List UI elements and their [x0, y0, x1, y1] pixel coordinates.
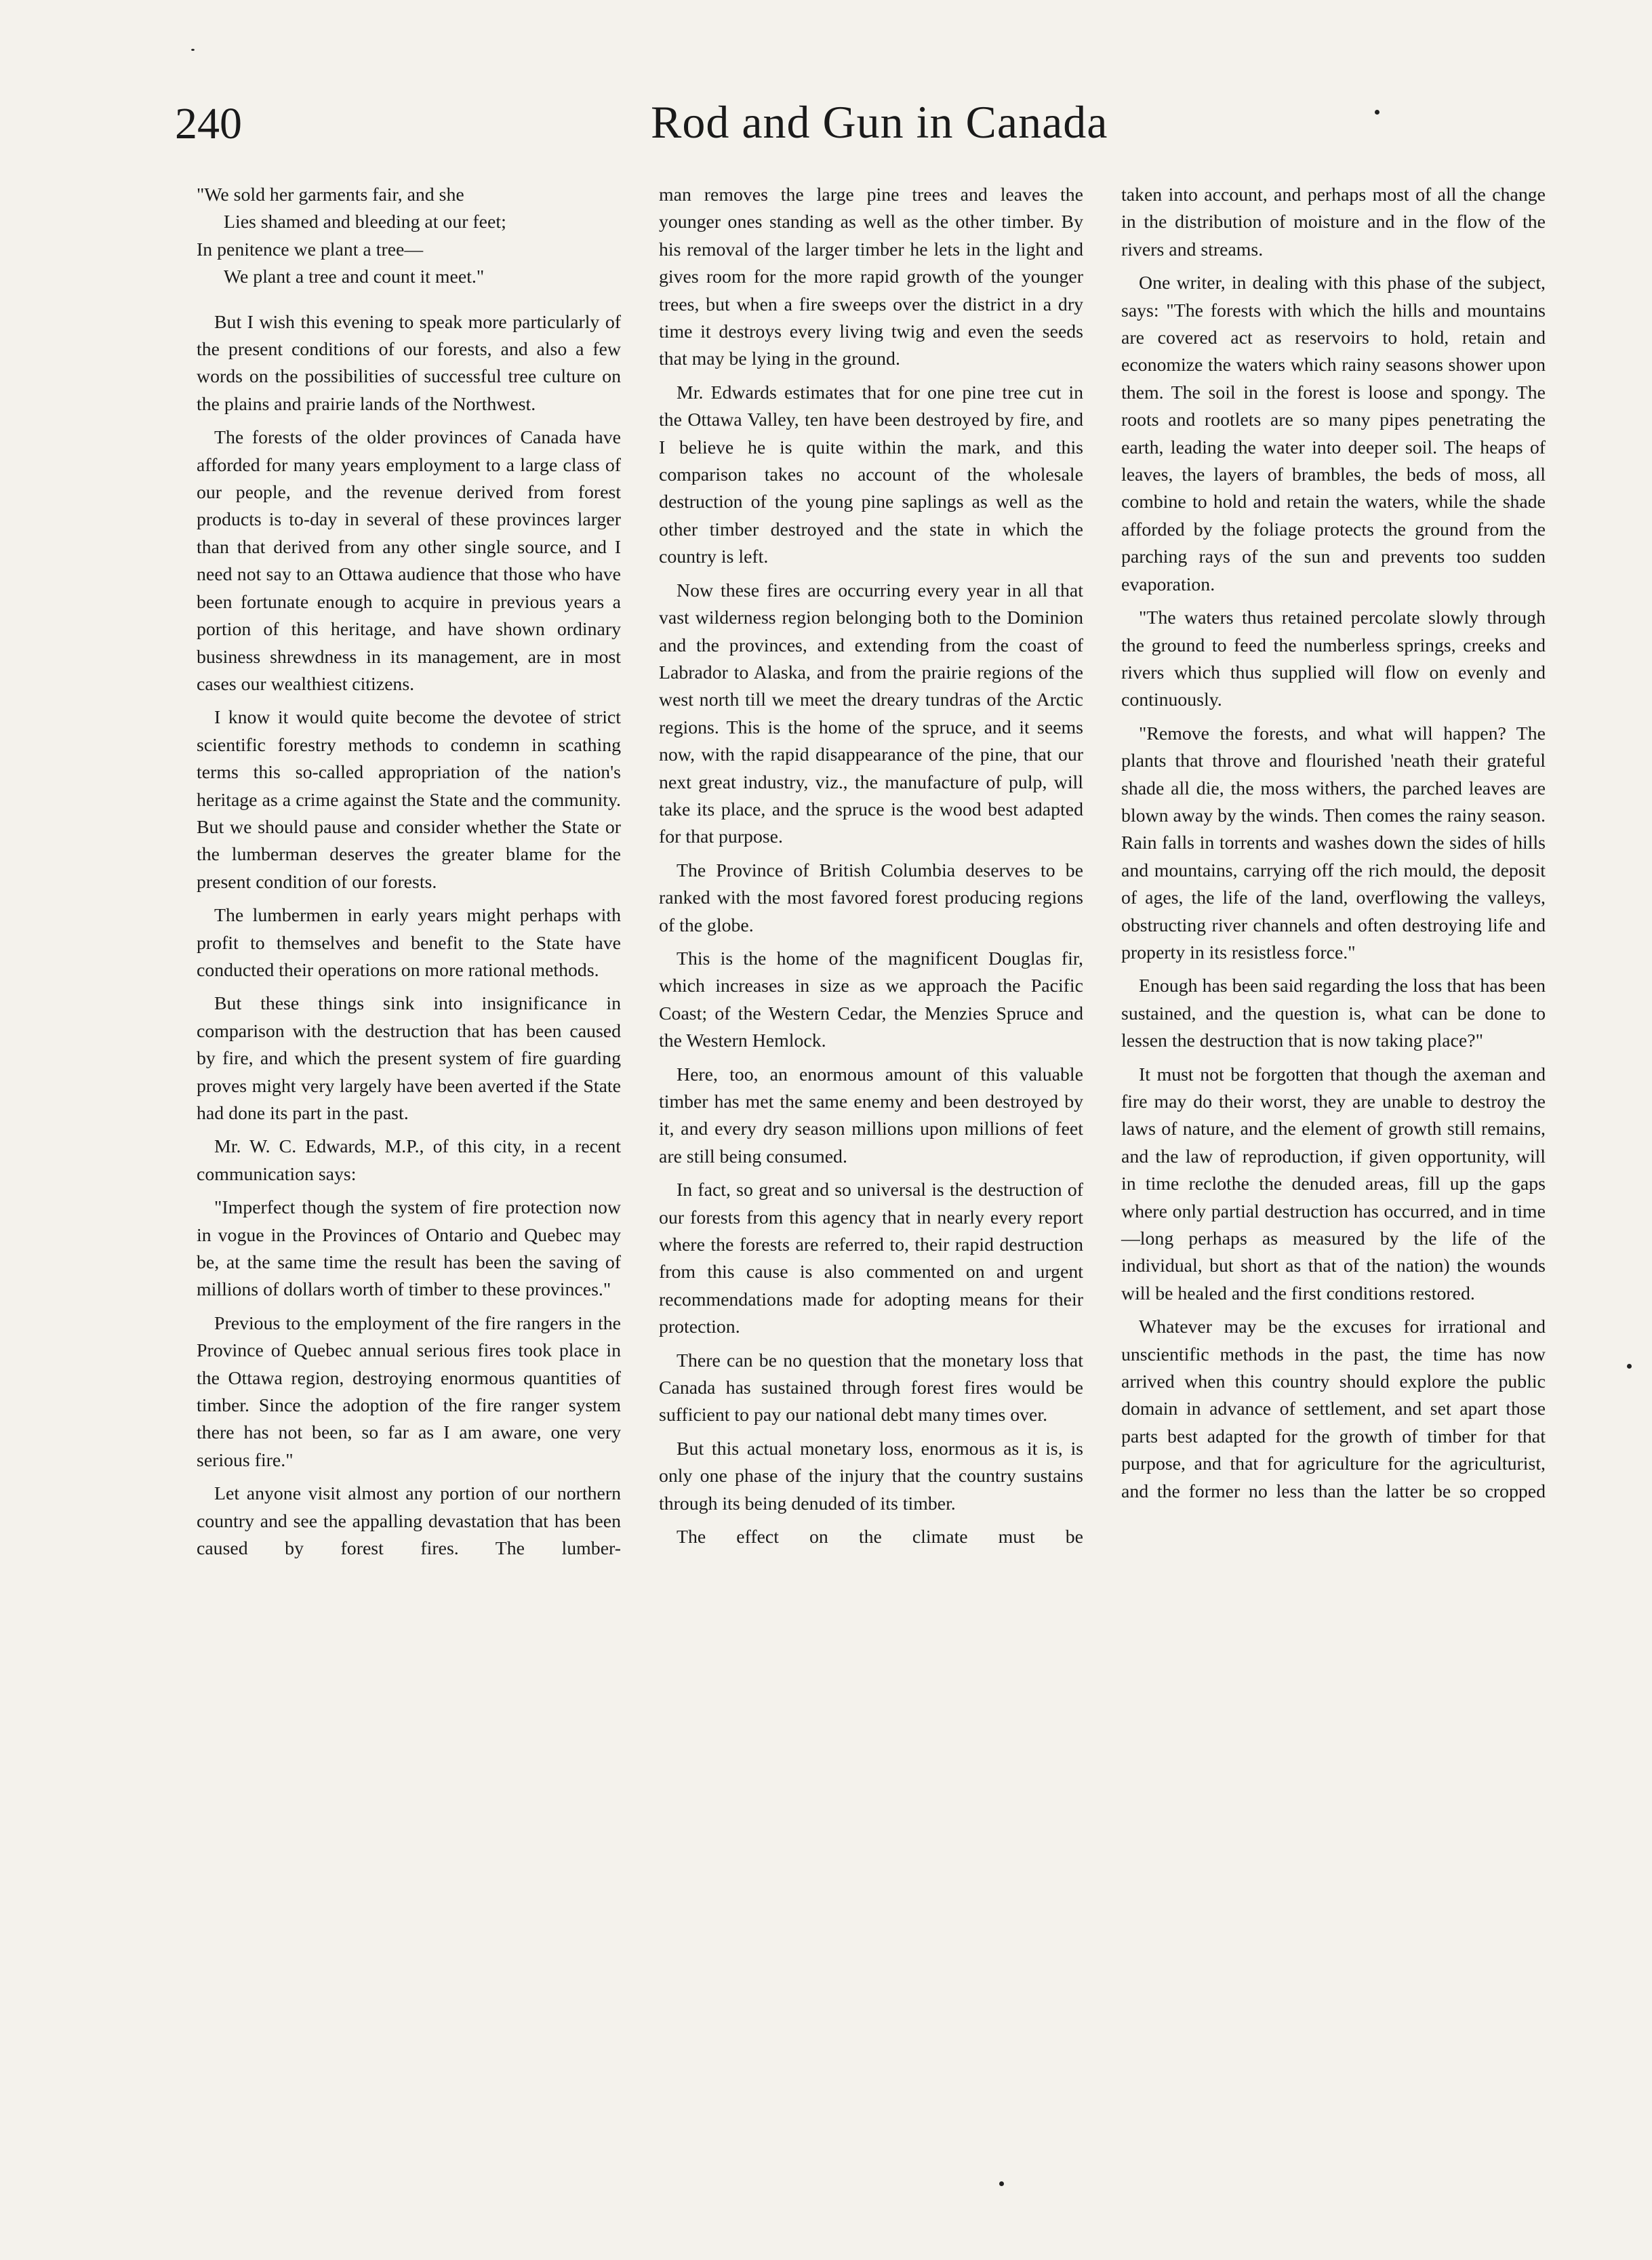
- verse-line: We plant a tree and count it meet.": [224, 266, 485, 288]
- paragraph: One writer, in dealing with this phase of the subject, says: "The forests with which the hills and mountains are covered act as reservoirs to hold, retain and economize the waters which rainy seasons shower upon them. The soil in the forest is loose and spongy. The roots and rootlets are so many pipes penetrating the earth, leading the water into deeper soil. The heaps of leaves, the layers of brambles, the beds of moss, all combine to hold and retain the waters, while the shade afforded by the foliage protects the ground from the parching rays of the sun and prevents too sudden evaporation.: [1121, 273, 1546, 595]
- column-2: [659, 182, 1083, 2202]
- paragraph: Whatever may be the excuses for irrational and unscientific methods in the past, the time has now arrived when this country should explore the public domain in advance of settlement, and set apart those parts best adapted for the growth of timber for that purpose, and that for agriculture for the agriculturist, and the former no less than the latter be so cropped: [1121, 1316, 1546, 1502]
- ink-speck: [191, 49, 195, 51]
- paragraph: But I wish this evening to speak more particularly of the present conditions of our forests, and also a few words on the possibilities of successful tree culture on the plains and prairie lands of the Northwest.: [197, 311, 621, 415]
- paragraph: The effect on the climate must be: [677, 1527, 1083, 1548]
- paragraph: There can be no question that the monetary loss that Canada has sustained through forest fires would be sufficient to pay our national debt many times over.: [659, 1350, 1083, 1426]
- paragraph: Here, too, an enormous amount of this valuable timber has met the same enemy and been destroyed by it, and every dry season millions upon millions of feet are still being consumed.: [659, 1064, 1083, 1167]
- ink-speck: [1375, 110, 1379, 115]
- paragraph: taken into account, and perhaps most of all the change in the distribution of moisture and in the flow of the rivers and streams.: [1121, 184, 1546, 260]
- paragraph: I know it would quite become the devotee of strict scientific forestry methods to condemn in scathing terms this so-called appropriation of the nation's heritage as a crime against the State and the community. But we should pause and consider whether the State or the lumberman deserves the greater blame for the present condition of our forests.: [197, 707, 621, 893]
- column-1: [197, 182, 621, 2202]
- paragraph: The forests of the older provinces of Canada have afforded for many years employment to a large class of our people, and the revenue derived from forest products is to-day in several of these provinces larger than that derived from any other single source, and I need not say to an Ottawa audience that those who have been fortunate enough to acquire in previous years a portion of this heritage, and have shown ordinary business shrewdness in its management, are in most cases our wealthiest citizens.: [197, 427, 621, 695]
- paragraph: Now these fires are occurring every year in all that vast wilderness region belonging both to the Dominion and the provinces, and extending from the coast of Labrador to Alaska, and from the prairie regions of the west north till we meet the dreary tundras of the Arctic regions. This is the home of the spruce, and it seems now, with the rapid disappearance of the pine, that our next great industry, viz., the manufacture of pulp, will take its place, and the spruce is the wood best adapted for that purpose.: [659, 580, 1083, 848]
- paragraph: Enough has been said regarding the loss that has been sustained, and the question is, what can be done to lessen the destruction that is now taking place?": [1121, 975, 1546, 1052]
- paragraph: "The waters thus retained percolate slowly through the ground to feed the numberless springs, creeks and rivers which thus supplied will flow on evenly and continuously.: [1121, 607, 1546, 711]
- paragraph: man removes the large pine trees and leaves the younger ones standing as well as the other timber. By his removal of the larger timber he lets in the light and gives room for the more rapid growth of the younger trees, but when a fire sweeps over the district in a dry time it destroys every living twig and even the seeds that may be lying in the ground.: [659, 184, 1083, 370]
- verse-line: Lies shamed and bleeding at our feet;: [224, 211, 506, 233]
- paragraph: "Imperfect though the system of fire protection now in vogue in the Provinces of Ontario and Quebec may be, at the same time the result has been the saving of millions of dollars worth of timber to these provinces.": [197, 1197, 621, 1301]
- paragraph: The Province of British Columbia deserves to be ranked with the most favored forest producing regions of the globe.: [659, 860, 1083, 936]
- verse-quotation: [197, 182, 621, 291]
- running-head: Rod and Gun in Canada: [651, 96, 1108, 148]
- paragraph: Mr. W. C. Edwards, M.P., of this city, in a recent communication says:: [197, 1136, 621, 1185]
- page-number: 240: [175, 99, 242, 148]
- paragraph: But this actual monetary loss, enormous as it is, is only one phase of the injury that the country sustains through its being denuded of its timber.: [659, 1438, 1083, 1514]
- paragraph: It must not be forgotten that though the axeman and fire may do their worst, they are unable to destroy the laws of nature, and the element of growth still remains, and the law of reproduction, if given opportunity, will in time reclothe the denuded areas, fill up the gaps where only partial destruction has occurred, and in time—long perhaps as measured by the life of the individual, but short as that of the nation) the wounds will be healed and the first conditions restored.: [1121, 1064, 1546, 1304]
- text-columns: [197, 182, 1546, 2202]
- verse-line: "We sold her garments fair, and she: [197, 184, 464, 205]
- paragraph: But these things sink into insignificance in comparison with the destruction that has been caused by fire, and which the present system of fire guarding proves might very largely have been averted if the State had done its part in the past.: [197, 993, 621, 1124]
- paragraph: "Remove the forests, and what will happen? The plants that throve and flourished 'neath their grateful shade all die, the moss withers, the parched leaves are blown away by the winds. Then comes the rainy season. Rain falls in torrents and washes down the sides of hills and mountains, carrying off the rich mould, the deposit of ages, the life of the land, overflowing the valleys, obstructing river channels and often destroying life and property in its resistless force.": [1121, 723, 1546, 963]
- column-3: [1121, 182, 1546, 2202]
- verse-line: In penitence we plant a tree—: [197, 239, 424, 260]
- ink-speck: [999, 2181, 1004, 2186]
- paragraph: The lumbermen in early years might perhaps with profit to themselves and benefit to the State have conducted their operations on more rational methods.: [197, 905, 621, 981]
- paragraph: In fact, so great and so universal is the destruction of our forests from this agency that in nearly every report where the forests are referred to, their rapid destruction from this cause is also commented on and urgent recommendations made for adopting means for their protection.: [659, 1179, 1083, 1338]
- paragraph: Let anyone visit almost any portion of our northern country and see the appalling devastation that has been caused by forest fires. The lumber-: [197, 1483, 621, 1560]
- paragraph: Previous to the employment of the fire rangers in the Province of Quebec annual serious fires took place in the Ottawa region, destroying enormous quantities of timber. Since the adoption of the fire ranger system there has not been, so far as I am aware, one very serious fire.": [197, 1312, 621, 1471]
- ink-speck: [1627, 1364, 1632, 1369]
- paragraph: Mr. Edwards estimates that for one pine tree cut in the Ottawa Valley, ten have been destroyed by fire, and I believe he is quite within the mark, and this comparison takes no account of the wholesale destruction of the young pine saplings as well as the other timber destroyed and the state in which the country is left.: [659, 382, 1083, 568]
- paragraph: This is the home of the magnificent Douglas fir, which increases in size as we approach the Pacific Coast; of the Western Cedar, the Menzies Spruce and the Western Hemlock.: [659, 948, 1083, 1052]
